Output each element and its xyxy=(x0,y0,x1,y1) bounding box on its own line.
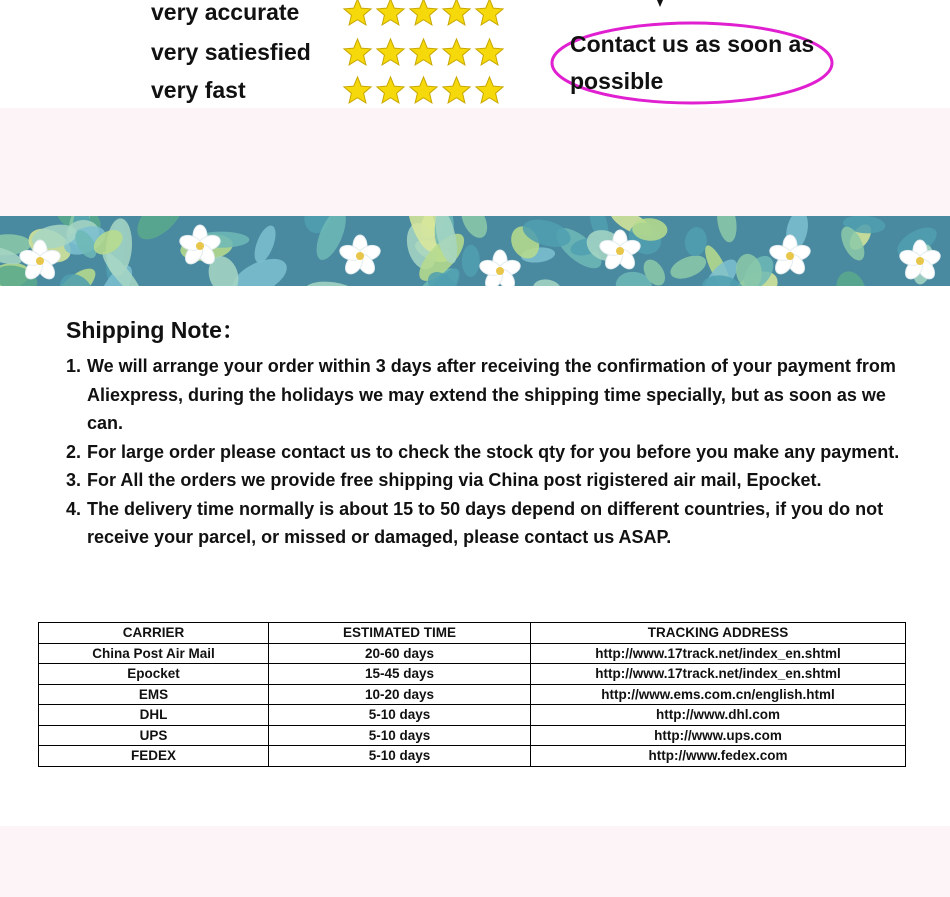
carrier-cell: EMS xyxy=(39,684,269,705)
table-row xyxy=(39,705,906,726)
shipping-note-item xyxy=(66,352,926,438)
table-row xyxy=(39,746,906,767)
tracking-cell: http://www.17track.net/index_en.shtml xyxy=(531,643,906,664)
shipping-note-item xyxy=(66,466,926,495)
rating-row-satisfied xyxy=(151,35,505,69)
rating-row-accurate xyxy=(151,0,505,29)
star-icon xyxy=(474,75,505,106)
star-rating xyxy=(342,37,505,68)
rating-label: very accurate xyxy=(151,0,300,25)
time-cell: 10-20 days xyxy=(269,684,531,705)
star-icon xyxy=(441,0,472,28)
star-icon xyxy=(474,0,505,28)
carrier-cell: DHL xyxy=(39,705,269,726)
star-icon xyxy=(441,37,472,68)
star-icon xyxy=(408,37,439,68)
star-icon xyxy=(342,75,373,106)
star-icon xyxy=(342,0,373,28)
star-icon xyxy=(474,37,505,68)
contact-message: Contact us as soon as possible xyxy=(570,31,815,94)
tracking-cell: http://www.fedex.com xyxy=(531,746,906,767)
pink-divider-bottom xyxy=(0,826,950,897)
tracking-cell: http://www.17track.net/index_en.shtml xyxy=(531,664,906,685)
star-icon xyxy=(375,37,406,68)
pink-divider-top xyxy=(0,108,950,216)
star-icon xyxy=(408,0,439,28)
shipping-note-item xyxy=(66,438,926,467)
floral-banner xyxy=(0,216,950,286)
star-icon xyxy=(375,75,406,106)
time-cell: 5-10 days xyxy=(269,705,531,726)
rating-row-fast xyxy=(151,73,505,107)
rating-label: very satiesfied xyxy=(151,38,311,65)
time-cell: 15-45 days xyxy=(269,664,531,685)
tracking-cell: http://www.dhl.com xyxy=(531,705,906,726)
table-header-row xyxy=(39,623,906,644)
star-rating xyxy=(342,75,505,106)
note-number: 1. xyxy=(66,356,82,376)
ratings-section xyxy=(0,0,950,108)
tracking-cell: http://www.ems.com.cn/english.html xyxy=(531,684,906,705)
note-text: We will arrange your order within 3 days after receiving the confirmation of your payment from Aliexpress, during the holidays we may extend the shipping time specially, but as soon as we can. xyxy=(87,356,896,433)
note-text: The delivery time normally is about 15 to 50 days depend on different countries, if you do not receive your parcel, or missed or damaged, please contact us ASAP. xyxy=(87,498,884,547)
time-cell: 5-10 days xyxy=(269,725,531,746)
header-estimated-time: ESTIMATED TIME xyxy=(269,623,531,644)
table-row xyxy=(39,684,906,705)
table-row xyxy=(39,725,906,746)
note-text: For All the orders we provide free shipping via China post rigistered air mail, Epocket. xyxy=(87,470,822,490)
floral-pattern-image xyxy=(0,216,950,286)
shipping-note-item xyxy=(66,495,926,552)
rating-label: very fast xyxy=(151,76,246,103)
note-number: 3. xyxy=(66,470,82,490)
star-rating xyxy=(342,0,505,28)
table-row xyxy=(39,643,906,664)
arrow-tip-icon xyxy=(655,0,665,8)
tracking-cell: http://www.ups.com xyxy=(531,725,906,746)
carrier-table xyxy=(38,622,906,767)
star-icon xyxy=(441,75,472,106)
table-row xyxy=(39,664,906,685)
header-tracking-address: TRACKING ADDRESS xyxy=(531,623,906,644)
star-icon xyxy=(408,75,439,106)
note-number: 2. xyxy=(66,441,82,462)
star-icon xyxy=(375,0,406,28)
time-cell: 5-10 days xyxy=(269,746,531,767)
carrier-cell: Epocket xyxy=(39,664,269,685)
note-number: 4. xyxy=(66,498,82,519)
carrier-cell: FEDEX xyxy=(39,746,269,767)
shipping-note-title: Shipping Note： xyxy=(66,317,245,343)
star-icon xyxy=(342,37,373,68)
header-carrier: CARRIER xyxy=(39,623,269,644)
carrier-cell: China Post Air Mail xyxy=(39,643,269,664)
note-text: For large order please contact us to check the stock qty for you before you make any payment. xyxy=(87,441,900,462)
shipping-note-section xyxy=(66,314,926,552)
time-cell: 20-60 days xyxy=(269,643,531,664)
carrier-cell: UPS xyxy=(39,725,269,746)
